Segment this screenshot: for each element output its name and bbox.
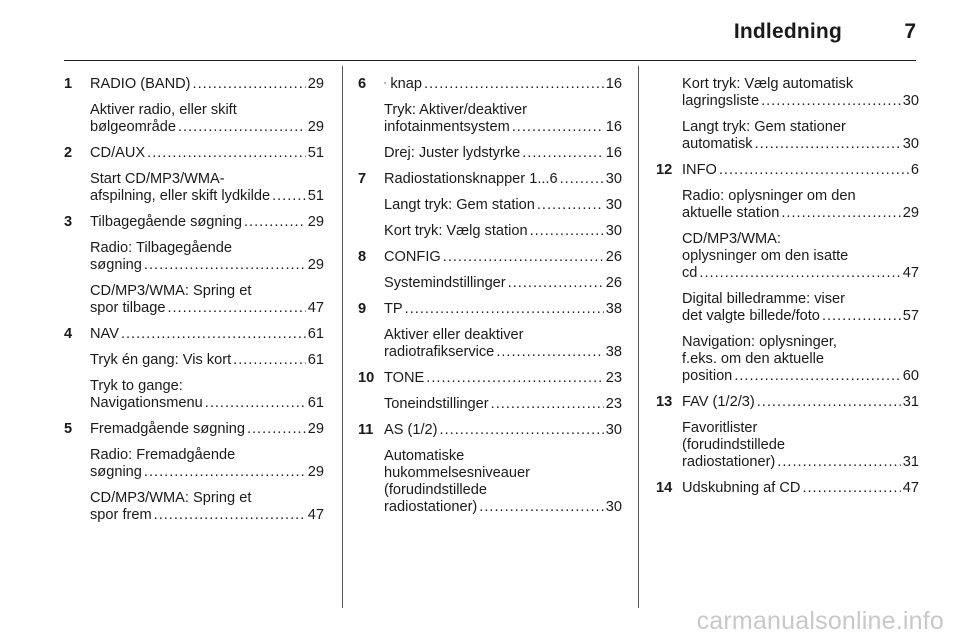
entry-text xyxy=(384,396,489,413)
entry-label: det valgte billede/foto xyxy=(682,308,820,324)
page-reference: 30 xyxy=(605,223,622,239)
page-reference: 31 xyxy=(902,454,919,470)
column-divider xyxy=(638,66,639,608)
dot-leader xyxy=(496,344,603,361)
entry-leader-row xyxy=(90,507,324,524)
index-entry-3 xyxy=(64,214,324,231)
entry-text xyxy=(384,499,477,516)
entry-label: spor tilbage xyxy=(90,300,166,316)
entry-text xyxy=(682,205,779,222)
entry-text xyxy=(384,275,506,292)
entry-text: Automatiske xyxy=(384,448,465,464)
entry-text: CD/MP3/WMA: xyxy=(682,231,781,247)
entry-leader-row xyxy=(90,395,324,412)
index-subentry xyxy=(656,76,919,110)
index-subentry xyxy=(64,240,324,274)
entry-label: Langt tryk: Gem station xyxy=(384,197,535,213)
entry-label: TONE xyxy=(384,370,425,386)
item-number: 1 xyxy=(64,76,73,92)
page-reference: 30 xyxy=(605,197,622,213)
item-number: 2 xyxy=(64,145,73,161)
page-reference: 61 xyxy=(307,326,324,342)
item-number: 7 xyxy=(358,171,367,187)
dot-leader xyxy=(440,422,604,439)
entry-label: Fremadgående søgning xyxy=(90,421,245,437)
index-subentry xyxy=(64,283,324,317)
entry-label: CONFIG xyxy=(384,249,441,265)
page-reference: 29 xyxy=(307,76,324,92)
entry-label: Kort tryk: Vælg station xyxy=(384,223,528,239)
dot-leader xyxy=(479,499,603,516)
index-entry-5 xyxy=(64,421,324,438)
dot-leader xyxy=(154,507,306,524)
page-reference: 51 xyxy=(307,188,324,204)
entry-leader-row xyxy=(384,275,622,292)
entry-leader-row xyxy=(384,119,622,136)
entry-leader-row xyxy=(682,162,919,179)
entry-leader-row xyxy=(384,396,622,413)
dot-leader xyxy=(144,464,306,481)
dot-leader xyxy=(512,119,604,136)
dot-leader xyxy=(491,396,604,413)
dot-leader xyxy=(272,188,306,205)
page-header xyxy=(64,14,916,61)
entry-text: Tryk to gange: xyxy=(90,378,183,394)
dot-leader xyxy=(244,214,306,231)
entry-leader-row xyxy=(682,394,919,411)
index-entry-6 xyxy=(358,76,622,93)
entry-text: CD/MP3/WMA: Spring et xyxy=(90,490,252,506)
index-subentry xyxy=(358,327,622,361)
entry-text xyxy=(384,370,424,387)
entry-text: Aktiver radio, eller skift xyxy=(90,102,237,118)
entry-leader-row xyxy=(384,370,622,387)
page-reference: 23 xyxy=(605,396,622,412)
index-subentry xyxy=(64,447,324,481)
entry-label: radiostationer) xyxy=(384,499,478,515)
entry-text xyxy=(682,394,755,411)
entry-label: AS (1/2) xyxy=(384,422,438,438)
dot-leader xyxy=(247,421,306,438)
page-reference: 60 xyxy=(902,368,919,384)
entry-text xyxy=(90,214,242,231)
entry-leader-row xyxy=(682,308,919,325)
entry-text xyxy=(682,368,732,385)
page-reference: 16 xyxy=(605,76,622,92)
item-number: 6 xyxy=(358,76,367,92)
watermark: carmanualsonline.info xyxy=(696,607,944,635)
entry-leader-row xyxy=(90,145,324,162)
index-entry-9 xyxy=(358,301,622,318)
page-reference: 6 xyxy=(910,162,919,178)
dot-leader xyxy=(537,197,604,214)
dot-leader xyxy=(781,205,900,222)
index-entry-11 xyxy=(358,422,622,439)
entry-leader-row xyxy=(90,214,324,231)
item-number: 10 xyxy=(358,370,375,386)
entry-leader-row xyxy=(90,352,324,369)
dot-leader xyxy=(424,76,604,93)
index-subentry xyxy=(64,171,324,205)
dot-leader xyxy=(147,145,306,162)
entry-leader-row xyxy=(384,301,622,318)
entry-text: f.eks. om den aktuelle xyxy=(682,351,824,367)
page-reference: 47 xyxy=(307,300,324,316)
entry-text: Radio: oplysninger om den xyxy=(682,188,856,204)
entry-leader-row xyxy=(384,76,622,93)
entry-text xyxy=(682,308,820,325)
entry-text: Tryk: Aktiver/deaktiver xyxy=(384,102,528,118)
page-reference: 57 xyxy=(902,308,919,324)
entry-leader-row xyxy=(90,421,324,438)
entry-text xyxy=(90,300,165,317)
index-subentry xyxy=(358,197,622,214)
entry-label: cd xyxy=(682,265,698,281)
entry-text xyxy=(90,395,203,412)
entry-text xyxy=(384,119,510,136)
index-subentry xyxy=(656,231,919,282)
item-number: 5 xyxy=(64,421,73,437)
dot-leader xyxy=(167,300,305,317)
entry-text: hukommelsesniveauer xyxy=(384,465,531,481)
entry-label: infotainmentsystem xyxy=(384,119,510,135)
entry-text xyxy=(90,76,191,93)
entry-text xyxy=(384,249,441,266)
dot-leader xyxy=(508,275,604,292)
entry-leader-row xyxy=(682,480,919,497)
entry-leader-row xyxy=(682,265,919,282)
entry-text: CD/MP3/WMA: Spring et xyxy=(90,283,252,299)
index-subentry xyxy=(64,352,324,369)
index-subentry xyxy=(64,378,324,412)
index-entry-1 xyxy=(64,76,324,93)
page-title: Indledning xyxy=(733,20,842,43)
entry-text xyxy=(90,188,270,205)
item-number: 11 xyxy=(358,422,374,438)
entry-text xyxy=(384,145,520,162)
dot-leader xyxy=(699,265,900,282)
entry-text: Navigation: oplysninger, xyxy=(682,334,837,350)
dot-leader xyxy=(755,136,901,153)
page-reference: 29 xyxy=(307,214,324,230)
page-reference: 61 xyxy=(307,352,324,368)
page-reference: 51 xyxy=(307,145,324,161)
page-reference: 16 xyxy=(605,145,622,161)
entry-leader-row xyxy=(90,300,324,317)
dot-leader xyxy=(734,368,900,385)
entry-text: Radio: Fremadgående xyxy=(90,447,236,463)
dot-leader xyxy=(757,394,901,411)
entry-leader-row xyxy=(90,326,324,343)
dot-leader xyxy=(121,326,306,343)
index-subentry xyxy=(358,145,622,162)
entry-label: Navigationsmenu xyxy=(90,395,203,411)
page-reference: 29 xyxy=(307,464,324,480)
dot-leader xyxy=(233,352,306,369)
entry-label: radiostationer) xyxy=(682,454,776,470)
index-subentry xyxy=(656,334,919,385)
index-column-1 xyxy=(64,76,324,533)
entry-label: CD/AUX xyxy=(90,145,146,161)
entry-text xyxy=(90,326,119,343)
entry-leader-row xyxy=(682,136,919,153)
item-number: 8 xyxy=(358,249,367,265)
entry-text: (forudindstillede xyxy=(682,437,786,453)
entry-label: Tilbagegående søgning xyxy=(90,214,242,230)
entry-text: oplysninger om den isatte xyxy=(682,248,849,264)
dot-leader xyxy=(822,308,901,325)
entry-text xyxy=(384,171,558,188)
dot-leader xyxy=(443,249,604,266)
index-subentry xyxy=(358,396,622,413)
entry-label: aktuelle station xyxy=(682,205,780,221)
entry-leader-row xyxy=(682,368,919,385)
index-entry-14 xyxy=(656,480,919,497)
entry-text xyxy=(384,344,494,361)
dot-leader xyxy=(522,145,604,162)
page-reference: 16 xyxy=(605,119,622,135)
index-subentry xyxy=(64,490,324,524)
page-reference: 30 xyxy=(605,499,622,515)
entry-text: Kort tryk: Vælg automatisk xyxy=(682,76,854,92)
index-subentry xyxy=(64,102,324,136)
index-subentry xyxy=(358,448,622,516)
index-column-3 xyxy=(656,76,919,506)
page-reference: 26 xyxy=(605,249,622,265)
item-number: 9 xyxy=(358,301,367,317)
page-reference: 29 xyxy=(307,421,324,437)
entry-leader-row xyxy=(384,145,622,162)
page-number: 7 xyxy=(904,20,916,43)
page-reference: 38 xyxy=(605,301,622,317)
page-reference: 30 xyxy=(902,93,919,109)
page-reference: 47 xyxy=(902,480,919,496)
page-reference: 23 xyxy=(605,370,622,386)
entry-leader-row xyxy=(384,171,622,188)
page-reference: 26 xyxy=(605,275,622,291)
page-reference: 30 xyxy=(902,136,919,152)
dot-leader xyxy=(144,257,306,274)
entry-text xyxy=(90,119,176,136)
entry-leader-row xyxy=(90,119,324,136)
entry-text xyxy=(390,76,422,93)
entry-text xyxy=(90,352,231,369)
entry-leader-row xyxy=(384,223,622,240)
page-reference: 47 xyxy=(902,265,919,281)
entry-label: position xyxy=(682,368,733,384)
dot-leader xyxy=(178,119,306,136)
dot-leader xyxy=(777,454,900,471)
entry-label: Tryk én gang: Vis kort xyxy=(90,352,232,368)
entry-text xyxy=(682,480,800,497)
entry-leader-row xyxy=(90,257,324,274)
entry-leader-row xyxy=(90,464,324,481)
entry-label: NAV xyxy=(90,326,119,342)
index-subentry xyxy=(358,275,622,292)
entry-text xyxy=(682,162,717,179)
item-number: 13 xyxy=(656,394,673,410)
entry-text: Start CD/MP3/WMA- xyxy=(90,171,225,187)
entry-text xyxy=(384,301,403,318)
page-reference: 61 xyxy=(307,395,324,411)
page-reference: 47 xyxy=(307,507,324,523)
entry-label: Radiostationsknapper 1...6 xyxy=(384,171,558,187)
entry-label: bølgeområde xyxy=(90,119,176,135)
column-divider xyxy=(342,66,343,608)
entry-leader-row xyxy=(384,422,622,439)
entry-label: automatisk xyxy=(682,136,753,152)
entry-label: Toneindstillinger xyxy=(384,396,489,412)
index-subentry xyxy=(656,291,919,325)
entry-text xyxy=(90,145,145,162)
page-reference: 29 xyxy=(902,205,919,221)
entry-label: afspilning, eller skift lydkilde xyxy=(90,188,271,204)
page-reference: 30 xyxy=(605,171,622,187)
entry-label: FAV (1/2/3) xyxy=(682,394,755,410)
index-subentry xyxy=(656,188,919,222)
entry-leader-row xyxy=(384,249,622,266)
index-subentry xyxy=(358,223,622,240)
dot-leader xyxy=(530,223,604,240)
index-entry-13 xyxy=(656,394,919,411)
entry-leader-row xyxy=(682,454,919,471)
page-reference: 29 xyxy=(307,257,324,273)
entry-label: spor frem xyxy=(90,507,152,523)
index-entry-10 xyxy=(358,370,622,387)
dot-leader xyxy=(426,370,603,387)
entry-text xyxy=(682,136,753,153)
item-number: 14 xyxy=(656,480,673,496)
entry-leader-row xyxy=(682,93,919,110)
page-reference: 38 xyxy=(605,344,622,360)
entry-label: Udskubning af CD xyxy=(682,480,801,496)
entry-label: søgning xyxy=(90,257,142,273)
entry-text xyxy=(90,257,142,274)
entry-label: INFO xyxy=(682,162,717,178)
entry-leader-row xyxy=(384,197,622,214)
entry-text xyxy=(384,223,528,240)
entry-text: (forudindstillede xyxy=(384,482,488,498)
dot-leader xyxy=(205,395,306,412)
entry-label: Systemindstillinger xyxy=(384,275,506,291)
entry-label: TP xyxy=(384,301,403,317)
entry-text: Radio: Tilbagegående xyxy=(90,240,232,256)
dot-leader xyxy=(719,162,909,179)
entry-leader-row xyxy=(90,76,324,93)
index-subentry xyxy=(656,119,919,153)
index-column-2 xyxy=(358,76,622,525)
entry-text xyxy=(384,197,535,214)
entry-leader-row xyxy=(384,499,622,516)
index-subentry xyxy=(358,102,622,136)
index-entry-2 xyxy=(64,145,324,162)
entry-leader-row xyxy=(682,205,919,222)
index-entry-4 xyxy=(64,326,324,343)
power-icon xyxy=(384,78,386,88)
entry-text xyxy=(90,464,142,481)
entry-label: knap xyxy=(390,76,423,92)
page-reference: 31 xyxy=(902,394,919,410)
entry-text xyxy=(682,265,697,282)
dot-leader xyxy=(560,171,604,188)
entry-label: radiotrafikservice xyxy=(384,344,495,360)
entry-text: Favoritlister xyxy=(682,420,758,436)
entry-text xyxy=(90,421,245,438)
item-number: 4 xyxy=(64,326,73,342)
entry-text xyxy=(682,454,775,471)
entry-text: Langt tryk: Gem stationer xyxy=(682,119,846,135)
entry-label: lagringsliste xyxy=(682,93,760,109)
index-entry-8 xyxy=(358,249,622,266)
index-entry-12 xyxy=(656,162,919,179)
entry-label: søgning xyxy=(90,464,142,480)
dot-leader xyxy=(193,76,306,93)
dot-leader xyxy=(405,301,604,318)
entry-text: Aktiver eller deaktiver xyxy=(384,327,524,343)
entry-text xyxy=(384,422,438,439)
entry-label: Drej: Juster lydstyrke xyxy=(384,145,521,161)
index-entry-7 xyxy=(358,171,622,188)
entry-text xyxy=(682,93,759,110)
entry-leader-row xyxy=(384,344,622,361)
entry-text: Digital billedramme: viser xyxy=(682,291,846,307)
index-subentry xyxy=(656,420,919,471)
item-number: 3 xyxy=(64,214,73,230)
page-reference: 30 xyxy=(605,422,622,438)
page-reference: 29 xyxy=(307,119,324,135)
entry-text xyxy=(90,507,152,524)
entry-leader-row xyxy=(90,188,324,205)
entry-label: RADIO (BAND) xyxy=(90,76,191,92)
item-number: 12 xyxy=(656,162,673,178)
dot-leader xyxy=(761,93,901,110)
dot-leader xyxy=(802,480,900,497)
